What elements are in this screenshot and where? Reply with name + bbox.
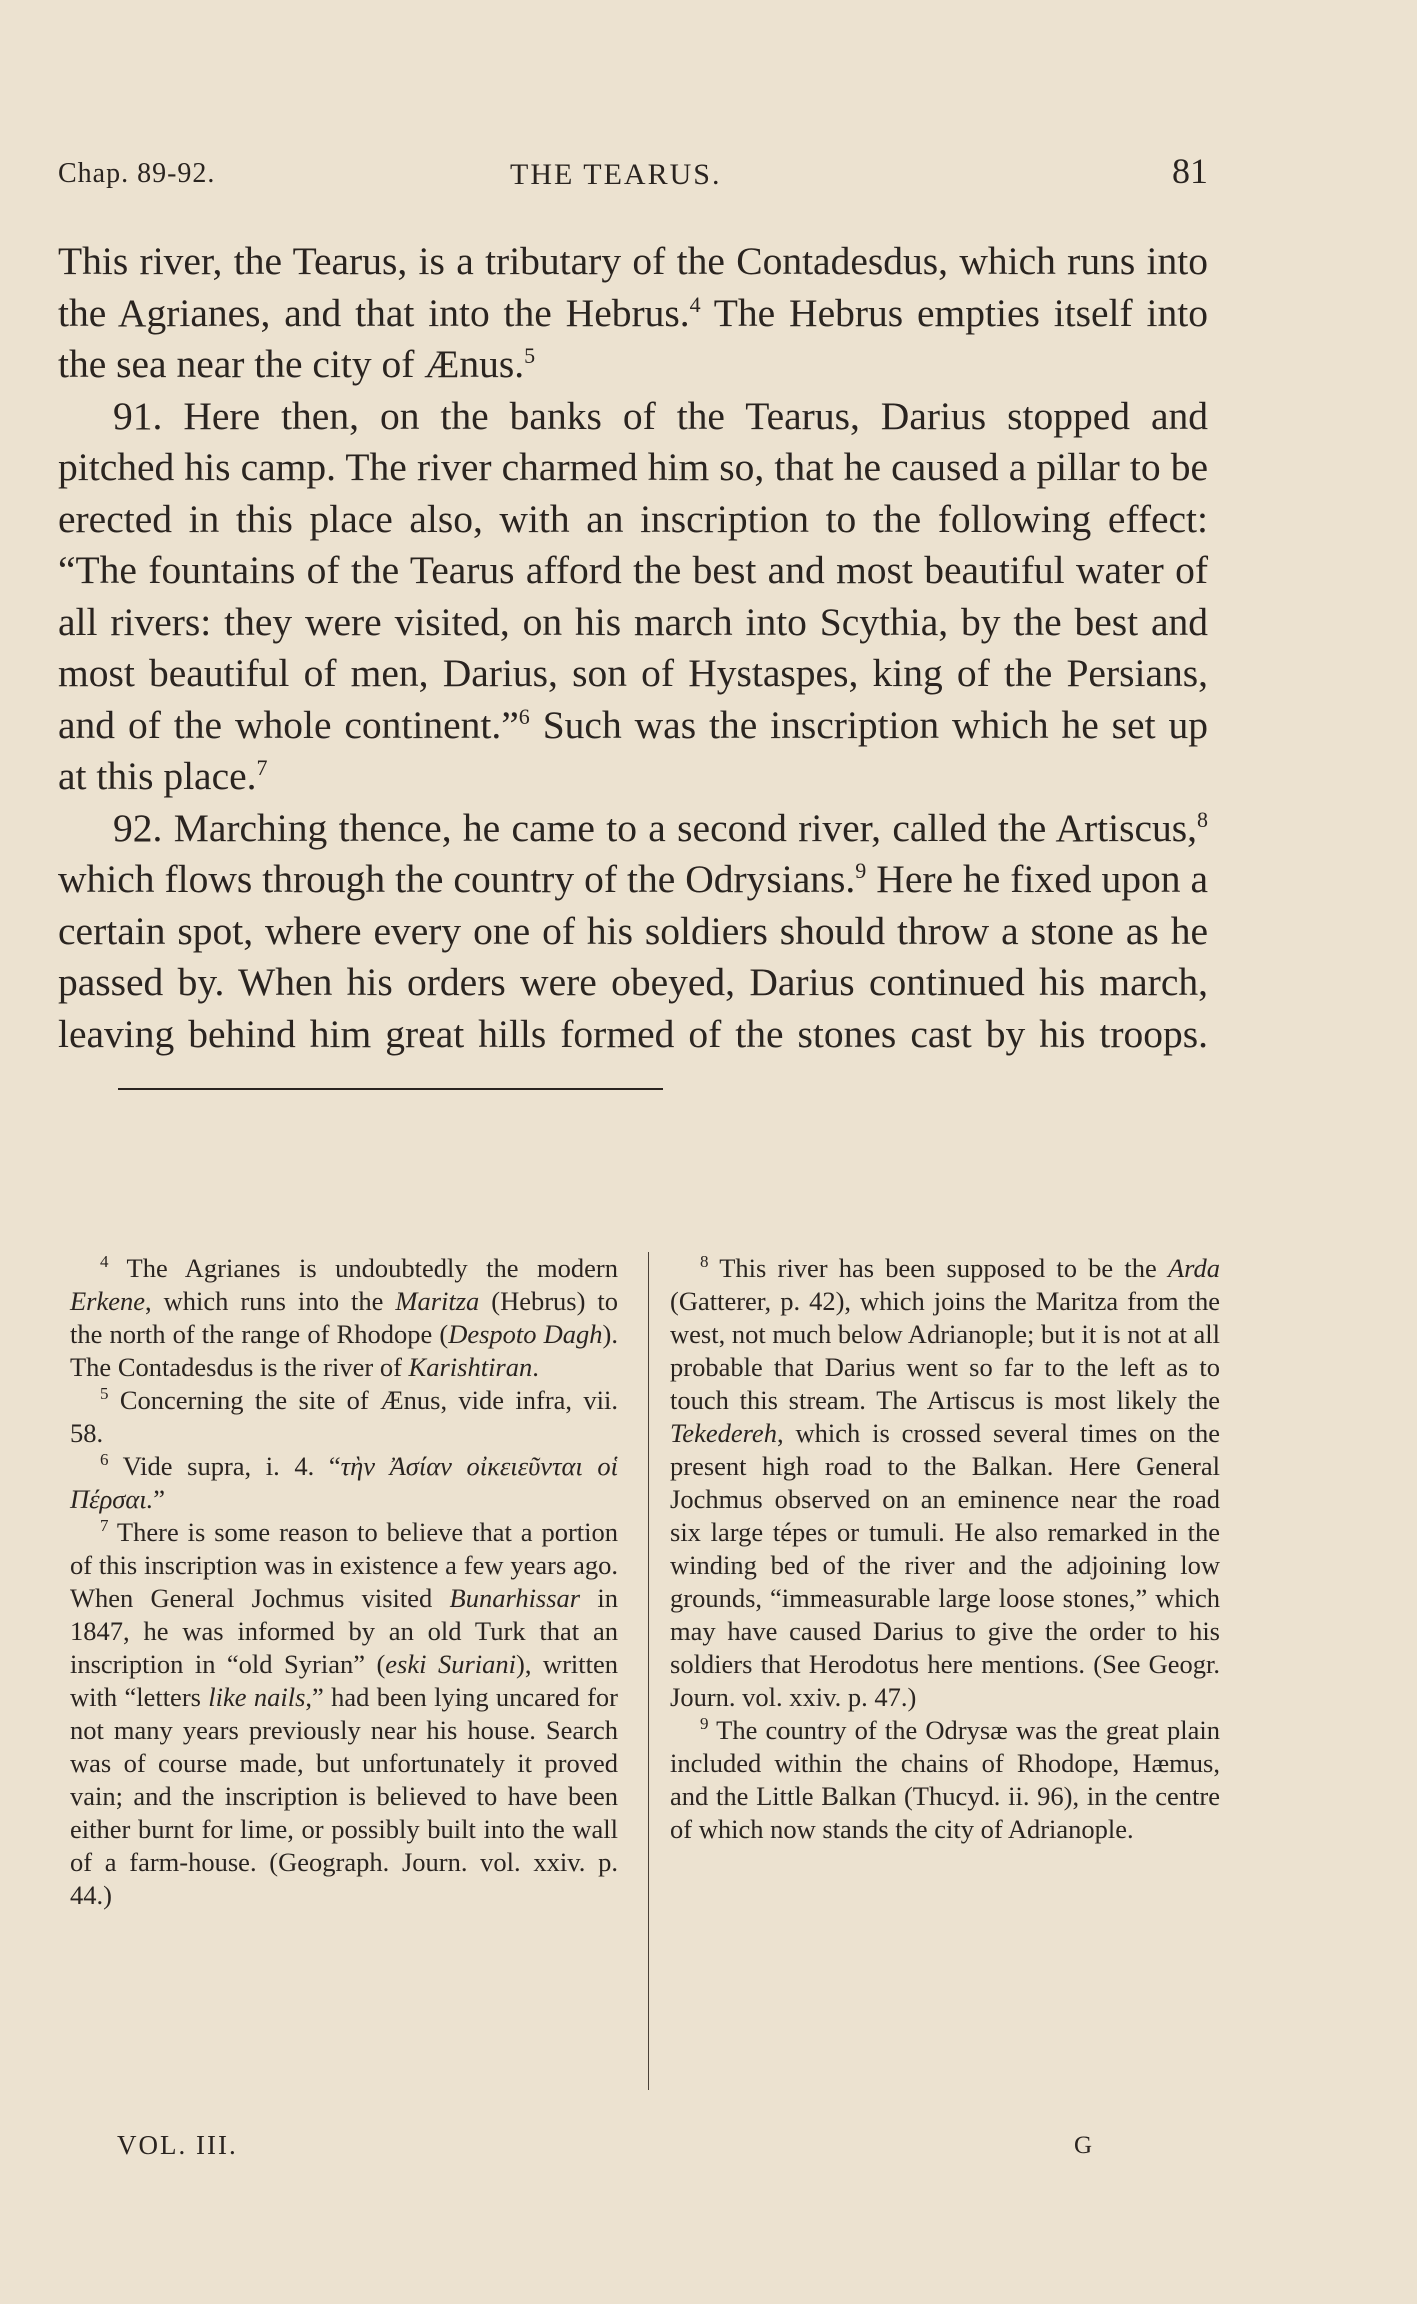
italic-run: Maritza	[395, 1286, 480, 1316]
text-run: There is some reason to believe that a portion of this inscription was in existence a few years ago. When General Jochmus visited	[70, 1517, 618, 1613]
footnote-ref-8: 8	[1197, 806, 1208, 832]
footnote-marker: 4	[100, 1252, 109, 1272]
italic-run: Despoto Dagh	[448, 1319, 603, 1349]
footnotes	[70, 1252, 1220, 2112]
footnote-marker: 7	[100, 1516, 109, 1536]
greek-quotation: τὴν Ἀσίαν οἰκειεῦνται οἱ Πέρσαι.	[70, 1451, 618, 1514]
footnote-marker: 8	[700, 1252, 709, 1272]
footnote-marker: 6	[100, 1450, 109, 1470]
text-run: , which runs into the	[145, 1286, 396, 1316]
text-run: ). The Contadesdus is the river of	[70, 1319, 618, 1382]
italic-run: Erkene	[70, 1286, 146, 1316]
italic-run: Tekedereh	[670, 1418, 777, 1448]
volume-label: VOL. III.	[117, 2130, 238, 2160]
italic-run: Bunarhissar	[449, 1583, 581, 1613]
text-run: Vide supra, i. 4. “	[108, 1451, 341, 1481]
footnote-ref-9: 9	[855, 857, 867, 883]
paragraph-92	[58, 803, 1208, 1112]
text-run: (Hebrus) to the north of the range of Rhodope (	[70, 1286, 618, 1349]
footnote-marker: 9	[700, 1714, 709, 1734]
italic-run: Arda	[1167, 1253, 1220, 1283]
text-run: ,” had been lying uncared for not many years previously near his house. Search was of course made, but unfortunately it proved vain; and the inscription is believed to have been either burnt for lime, or possibly built into the wall of a farm-house. (Geograph. Journ. vol. xxiv. p. 44.)	[70, 1682, 618, 1910]
paragraph-91	[58, 391, 1208, 803]
text-run: 92. Marching thence, he came to a second river, called the Artiscus,	[113, 805, 1197, 850]
footnote-4	[70, 1252, 618, 1384]
text-run: This river has been supposed to be the	[708, 1253, 1168, 1283]
page-footer	[0, 2130, 1417, 2170]
footnote-column-left	[70, 1252, 618, 1912]
text-run: .	[532, 1352, 539, 1382]
text-run: in 1847, he was informed by an old Turk that an inscription in “old Syrian” (	[70, 1583, 618, 1679]
text-run: Concerning the site of Ænus, vide infra, vii. 58.	[70, 1385, 618, 1448]
text-run: This river, the Tearus, is a tributary of the Contadesdus, which runs into the Agrianes, and that into the Hebrus.	[58, 239, 1208, 335]
main-text	[58, 236, 1208, 1112]
footnote-separator-rule	[118, 1088, 663, 1090]
footnote-8	[670, 1252, 1220, 1714]
text-run: The Hebrus empties itself into the sea near the city of Ænus.	[58, 290, 1208, 386]
chapter-reference: Chap. 89-92.	[58, 158, 216, 189]
italic-run: Karishtiran	[408, 1352, 533, 1382]
italic-run: like nails	[208, 1682, 306, 1712]
text-run: ), written with “letters	[70, 1649, 618, 1712]
footnote-ref-7: 7	[256, 754, 268, 780]
italic-run: eski Suriani	[385, 1649, 516, 1679]
text-run: The Agrianes is undoubtedly the modern	[108, 1253, 618, 1283]
footnote-ref-5: 5	[524, 342, 536, 368]
text-run: Such was the inscription which he set up at this place.	[58, 702, 1208, 798]
text-run: ”	[153, 1484, 166, 1514]
footnote-ref-6: 6	[518, 703, 530, 729]
paragraph-90-end	[58, 236, 1208, 391]
page-number: 81	[1172, 151, 1208, 191]
footnote-5	[70, 1384, 618, 1450]
footnote-marker: 5	[100, 1384, 109, 1404]
text-run: which flows through the country of the Odrysians.	[58, 857, 856, 901]
text-run: The country of the Odrysæ was the great plain included within the chains of Rhodope, Hæmus, and the Little Balkan (Thucyd. ii. 96), in the centre of which now stands the city of Adrianople.	[670, 1715, 1220, 1844]
signature-mark: G	[1074, 2132, 1093, 2159]
footnote-column-right	[670, 1252, 1220, 1846]
text-run: (Gatterer, p. 42), which joins the Maritza from the west, not much below Adrianople; but it is not at all probable that Darius went so far to the left as to touch this stream. The Artiscus is most likely the	[670, 1286, 1220, 1415]
text-run: Here he fixed upon a certain spot, where every one of his soldiers should throw a stone as he passed by. When his orders were obeyed, Darius continued his march, leaving behind him great hills formed of the stones cast by his troops.	[58, 857, 1208, 1056]
footnote-6	[70, 1450, 618, 1516]
text-run: 91. Here then, on the banks of the Tearus, Darius stopped and pitched his camp. The river charmed him so, that he caused a pillar to be erected in this place also, with an inscription to the following effect: “The fountains of the Tearus afford the best and most beautiful water of all rivers: they were visited, on his march into Scythia, by the best and most beautiful of men, Darius, son of Hystaspes, king of the Persians, and of the whole continent.”	[58, 393, 1208, 747]
column-divider	[648, 1252, 649, 2090]
footnote-ref-4: 4	[689, 291, 701, 317]
footnote-7	[70, 1516, 618, 1912]
running-title: THE TEARUS.	[510, 158, 722, 191]
running-header	[58, 150, 1208, 200]
footnote-9	[670, 1714, 1220, 1846]
text-run: , which is crossed several times on the present high road to the Balkan. Here General Jochmus observed on an eminence near the road six large tépes or tumuli. He also remarked in the winding bed of the river and the adjoining low grounds, “immeasurable large loose stones,” which may have caused Darius to give the order to his soldiers that Herodotus here mentions. (See Geogr. Journ. vol. xxiv. p. 47.)	[670, 1418, 1220, 1712]
